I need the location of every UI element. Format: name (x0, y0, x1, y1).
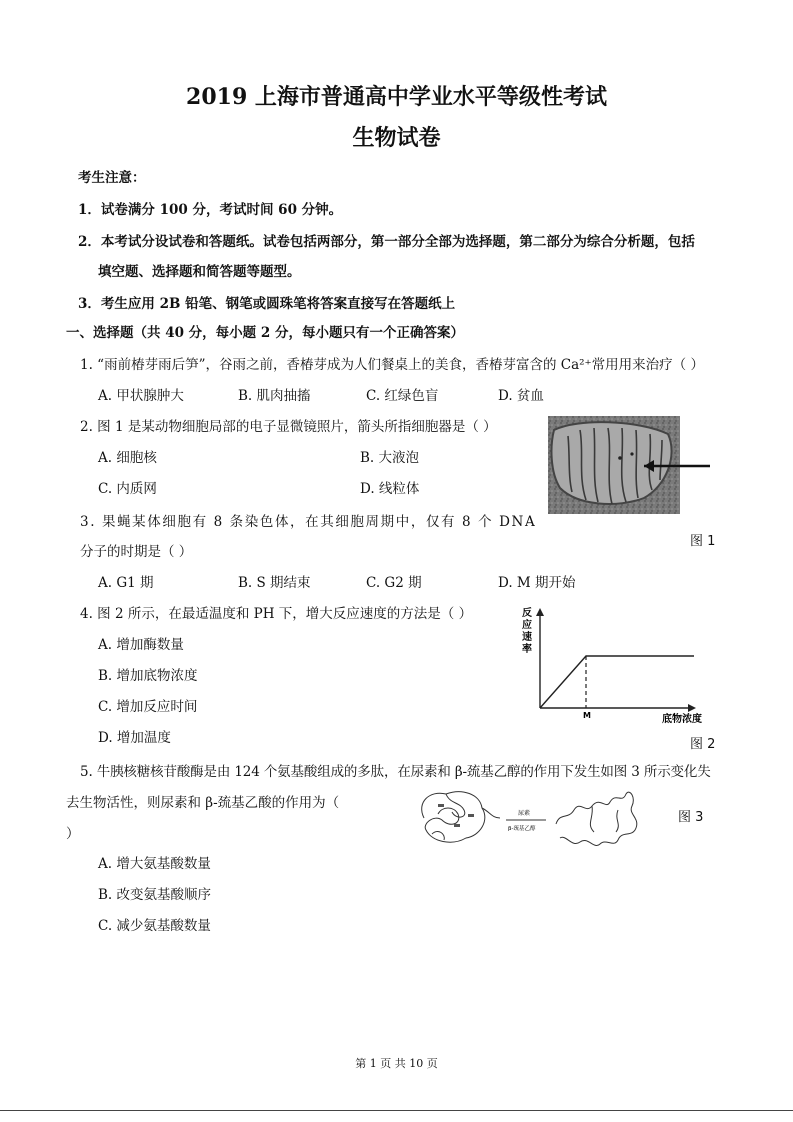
q4-option-d: D. 增加温度 (98, 730, 171, 746)
notice-item-3: 3．考生应用 2B 铅笔、钢笔或圆珠笔将答案直接写在答题纸上 (78, 296, 456, 312)
q3-option-c: C. G2 期 (366, 575, 422, 591)
q3-option-b: B. S 期结束 (238, 575, 311, 591)
section1-heading: 一、选择题（共 40 分，每小题 2 分，每小题只有一个正确答案） (66, 325, 464, 341)
figure-3-label: 图 3 (678, 810, 704, 825)
q1-option-b: B. 肌肉抽搐 (238, 388, 311, 404)
figure-1-label: 图 1 (690, 534, 716, 549)
fig2-ylabel-3: 速 (522, 632, 532, 643)
q3-stem-line1: 3. 果蝇某体细胞有 8 条染色体，在其细胞周期中，仅有 8 个 DNA (80, 514, 537, 530)
q3-stem-line2: 分子的时期是（ ） (80, 544, 193, 560)
q4-stem: 4. 图 2 所示，在最适温度和 PH 下，增大反应速度的方法是（ ） (80, 606, 473, 622)
fig2-ylabel-2: 应 (522, 620, 532, 631)
notice-item-2-cont: 填空题、选择题和简答题等题型。 (98, 264, 301, 280)
notice-item-1: 1．试卷满分 100 分，考试时间 60 分钟。 (78, 202, 343, 218)
figure-1-micrograph (548, 416, 718, 516)
q1-option-d: D. 贫血 (498, 388, 544, 404)
q5-stem-line2: 去生物活性，则尿素和 β-巯基乙酸的作用为（ (66, 795, 340, 811)
q4-option-c: C. 增加反应时间 (98, 699, 198, 715)
fig2-xlabel: 底物浓度 (662, 714, 702, 725)
q2-option-d: D. 线粒体 (360, 481, 420, 497)
notice-heading: 考生注意： (78, 170, 146, 186)
q1-stem: 1. “雨前椿芽雨后笋”，谷雨之前，香椿芽成为人们餐桌上的美食，香椿芽富含的 Ca²⁺常用用来治疗（ ） (80, 357, 704, 373)
q4-option-b: B. 增加底物浓度 (98, 668, 198, 684)
q5-option-a: A. 增大氨基酸数量 (98, 856, 211, 872)
q5-stem-line3: ） (66, 826, 80, 842)
q3-option-a: A. G1 期 (98, 575, 154, 591)
fig2-ylabel-1: 反 (522, 608, 532, 619)
notice-item-2: 2．本考试分设试卷和答题纸。试卷包括两部分，第一部分全部为选择题，第二部分为综合分析题，包括 (78, 234, 695, 250)
page-number: 第 1 页 共 10 页 (355, 1057, 438, 1070)
exam-title: 2019 上海市普通高中学业水平等级性考试 (186, 84, 607, 110)
figure-3-diagram (410, 784, 675, 854)
q4-option-a: A. 增加酶数量 (98, 637, 184, 653)
q5-stem-line1: 5. 牛胰核糖核苷酸酶是由 124 个氨基酸组成的多肽，在尿素和 β-巯基乙醇的作用下发生如图 3 所示变化失 (80, 764, 711, 780)
q5-option-b: B. 改变氨基酸顺序 (98, 887, 212, 903)
q2-option-a: A. 细胞核 (98, 450, 157, 466)
q1-option-c: C. 红绿色盲 (366, 388, 439, 404)
q3-option-d: D. M 期开始 (498, 575, 576, 591)
fig3-arrow-top: 尿素 (518, 810, 531, 817)
figure-2-label: 图 2 (690, 737, 716, 752)
q2-option-b: B. 大液泡 (360, 450, 420, 466)
fig3-arrow-bottom: β-巯基乙醇 (508, 826, 536, 832)
fig2-curve (540, 656, 694, 708)
fig2-marker-m: M (583, 711, 591, 720)
q1-option-a: A. 甲状腺肿大 (98, 388, 184, 404)
fig2-ylabel-4: 率 (522, 644, 532, 655)
figure-2-graph (510, 600, 720, 732)
bottom-divider (0, 1110, 793, 1111)
q2-option-c: C. 内质网 (98, 481, 157, 497)
q2-stem: 2. 图 1 是某动物细胞局部的电子显微镜照片，箭头所指细胞器是（ ） (80, 419, 497, 435)
q5-option-c: C. 减少氨基酸数量 (98, 918, 211, 934)
exam-subtitle: 生物试卷 (352, 125, 441, 151)
